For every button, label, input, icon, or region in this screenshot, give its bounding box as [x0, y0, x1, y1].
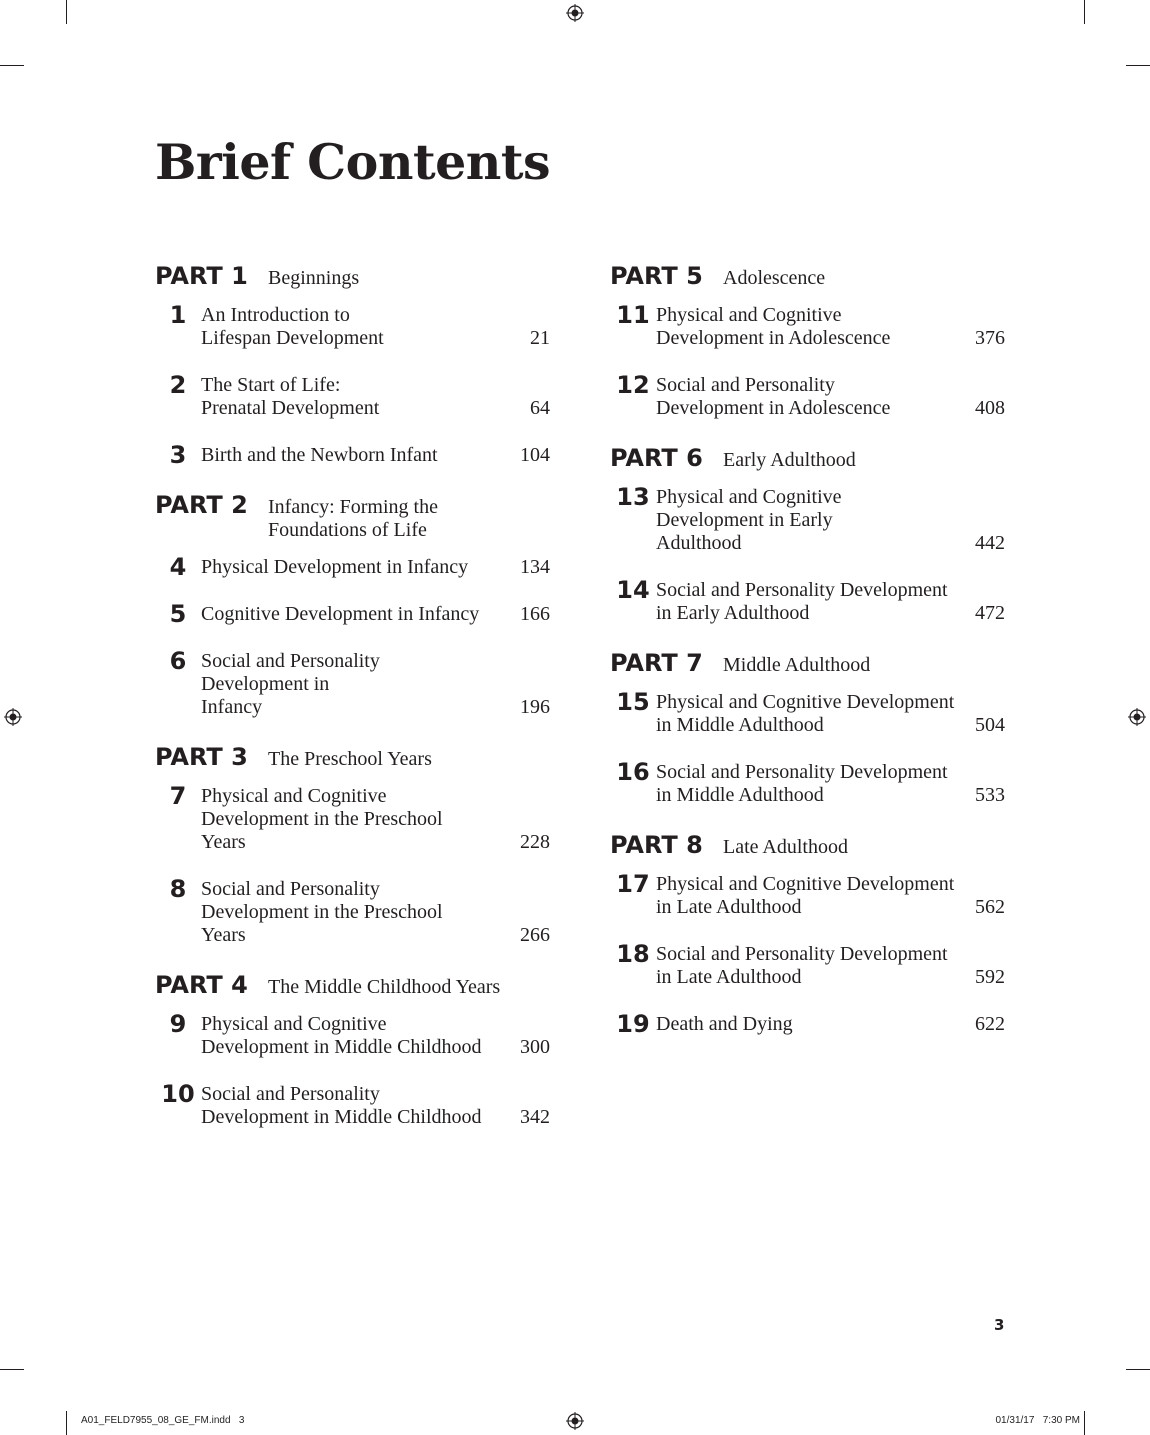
- registration-mark-icon: [1128, 708, 1146, 726]
- part-title: The Middle Childhood Years: [268, 976, 501, 998]
- chapter-number: 5: [169, 600, 187, 628]
- part-label: PART 2: [155, 491, 248, 519]
- chapter-page: 104: [520, 444, 550, 466]
- chapter-entry[interactable]: [155, 875, 550, 947]
- part-heading: [155, 971, 550, 999]
- chapter-title: Social and Personality Development in Middle Childhood: [201, 1083, 482, 1128]
- crop-mark: [66, 1411, 67, 1435]
- chapter-title: Physical and Cognitive Development in the Preschool Years: [201, 785, 443, 853]
- chapter-title: Physical Development in Infancy: [201, 556, 469, 578]
- chapter-page: 228: [520, 831, 550, 853]
- part-label: PART 8: [610, 831, 703, 859]
- chapter-number: 15: [616, 688, 650, 716]
- chapter-page: 622: [975, 1013, 1005, 1035]
- slug-timestamp: 01/31/17 7:30 PM: [995, 1415, 1080, 1426]
- chapter-title: The Start of Life: Prenatal Development: [201, 374, 380, 419]
- part-title: Late Adulthood: [723, 836, 848, 858]
- chapter-page: 533: [975, 784, 1005, 806]
- chapter-page: 266: [520, 924, 550, 946]
- chapter-title: Social and Personality Development in Infancy: [201, 650, 380, 718]
- chapter-page: 442: [975, 532, 1005, 554]
- crop-mark: [1126, 65, 1150, 66]
- chapter-number: 13: [616, 483, 650, 511]
- chapter-number: 14: [616, 576, 650, 604]
- part-title: Beginnings: [268, 267, 360, 289]
- chapter-title: Social and Personality Development in Middle Adulthood: [656, 761, 948, 806]
- chapter-entry[interactable]: [610, 688, 1005, 737]
- chapter-page: 134: [520, 556, 550, 578]
- chapter-page: 342: [520, 1106, 550, 1128]
- chapter-title: Death and Dying: [656, 1013, 793, 1035]
- chapter-page: 300: [520, 1036, 550, 1058]
- chapter-entry[interactable]: [155, 647, 550, 719]
- chapter-title: An Introduction to Lifespan Development: [201, 304, 384, 349]
- chapter-page: 472: [975, 602, 1005, 624]
- part-label: PART 6: [610, 444, 703, 472]
- chapter-title: Social and Personality Development in the Preschool Years: [201, 878, 443, 946]
- chapter-page: 21: [530, 327, 550, 349]
- chapter-number: 7: [169, 782, 187, 810]
- chapter-number: 10: [161, 1080, 195, 1108]
- chapter-number: 18: [616, 940, 650, 968]
- registration-mark-icon: [566, 1412, 584, 1430]
- chapter-number: 19: [616, 1010, 650, 1038]
- chapter-title: Social and Personality Development in Early Adulthood: [656, 579, 948, 624]
- chapter-entry[interactable]: [610, 483, 1005, 555]
- chapter-entry[interactable]: [155, 600, 550, 628]
- chapter-page: 504: [975, 714, 1005, 736]
- chapter-number: 12: [616, 371, 650, 399]
- chapter-entry[interactable]: [155, 1010, 550, 1059]
- part-label: PART 3: [155, 743, 248, 771]
- chapter-entry[interactable]: [155, 1080, 550, 1129]
- chapter-page: 592: [975, 966, 1005, 988]
- part-heading: [610, 444, 1005, 472]
- chapter-title: Physical and Cognitive Development in Middle Childhood: [201, 1013, 482, 1058]
- chapter-number: 17: [616, 870, 650, 898]
- part-label: PART 5: [610, 262, 703, 290]
- part-title: The Preschool Years: [268, 748, 432, 770]
- part-heading: [155, 491, 550, 542]
- part-heading: [610, 831, 1005, 859]
- chapter-number: 2: [169, 371, 187, 399]
- chapter-title: Cognitive Development in Infancy: [201, 603, 480, 625]
- part-heading: [610, 262, 1005, 290]
- chapter-page: 376: [975, 327, 1005, 349]
- chapter-entry[interactable]: [155, 301, 550, 350]
- slug-filename: A01_FELD7955_08_GE_FM.indd 3: [81, 1415, 245, 1426]
- chapter-number: 4: [169, 553, 187, 581]
- chapter-number: 9: [169, 1010, 187, 1038]
- part-heading: [155, 743, 550, 771]
- chapter-entry[interactable]: [610, 371, 1005, 420]
- chapter-entry[interactable]: [610, 576, 1005, 625]
- crop-mark: [1084, 0, 1085, 24]
- chapter-entry[interactable]: [610, 1010, 1005, 1038]
- chapter-number: 6: [169, 647, 187, 675]
- chapter-title: Social and Personality Development in Late Adulthood: [656, 943, 948, 988]
- chapter-number: 16: [616, 758, 650, 786]
- registration-mark-icon: [566, 4, 584, 22]
- crop-mark: [0, 65, 24, 66]
- chapter-page: 64: [530, 397, 550, 419]
- part-title: Infancy: Forming the Foundations of Life: [268, 496, 438, 541]
- part-title: Middle Adulthood: [723, 654, 871, 676]
- contents-column-right: [610, 262, 1005, 1060]
- part-title: Adolescence: [723, 267, 826, 289]
- chapter-title: Physical and Cognitive Development in Adolescence: [656, 304, 891, 349]
- registration-mark-icon: [4, 708, 22, 726]
- part-label: PART 7: [610, 649, 703, 677]
- chapter-title: Birth and the Newborn Infant: [201, 444, 438, 466]
- part-label: PART 4: [155, 971, 248, 999]
- chapter-page: 166: [520, 603, 550, 625]
- chapter-entry[interactable]: [155, 553, 550, 581]
- chapter-entry[interactable]: [610, 301, 1005, 350]
- crop-mark: [1084, 1411, 1085, 1435]
- contents-column-left: [155, 262, 550, 1153]
- chapter-entry[interactable]: [610, 870, 1005, 919]
- chapter-number: 11: [616, 301, 650, 329]
- page-number: 3: [994, 1316, 1005, 1334]
- crop-mark: [0, 1369, 24, 1370]
- chapter-entry[interactable]: [155, 441, 550, 469]
- chapter-entry[interactable]: [610, 758, 1005, 807]
- chapter-page: 562: [975, 896, 1005, 918]
- chapter-title: Physical and Cognitive Development in Early Adulthood: [656, 486, 842, 554]
- part-title: Early Adulthood: [723, 449, 856, 471]
- crop-mark: [66, 0, 67, 24]
- chapter-entry[interactable]: [155, 371, 550, 420]
- chapter-title: Physical and Cognitive Development in Middle Adulthood: [656, 691, 955, 736]
- part-heading: [610, 649, 1005, 677]
- page-title: Brief Contents: [155, 133, 551, 191]
- chapter-title: Physical and Cognitive Development in Late Adulthood: [656, 873, 955, 918]
- chapter-number: 8: [169, 875, 187, 903]
- crop-mark: [1126, 1369, 1150, 1370]
- chapter-page: 408: [975, 397, 1005, 419]
- part-label: PART 1: [155, 262, 248, 290]
- chapter-entry[interactable]: [610, 940, 1005, 989]
- chapter-page: 196: [520, 696, 550, 718]
- chapter-number: 3: [169, 441, 187, 469]
- part-heading: [155, 262, 550, 290]
- chapter-title: Social and Personality Development in Adolescence: [656, 374, 891, 419]
- chapter-number: 1: [169, 301, 187, 329]
- chapter-entry[interactable]: [155, 782, 550, 854]
